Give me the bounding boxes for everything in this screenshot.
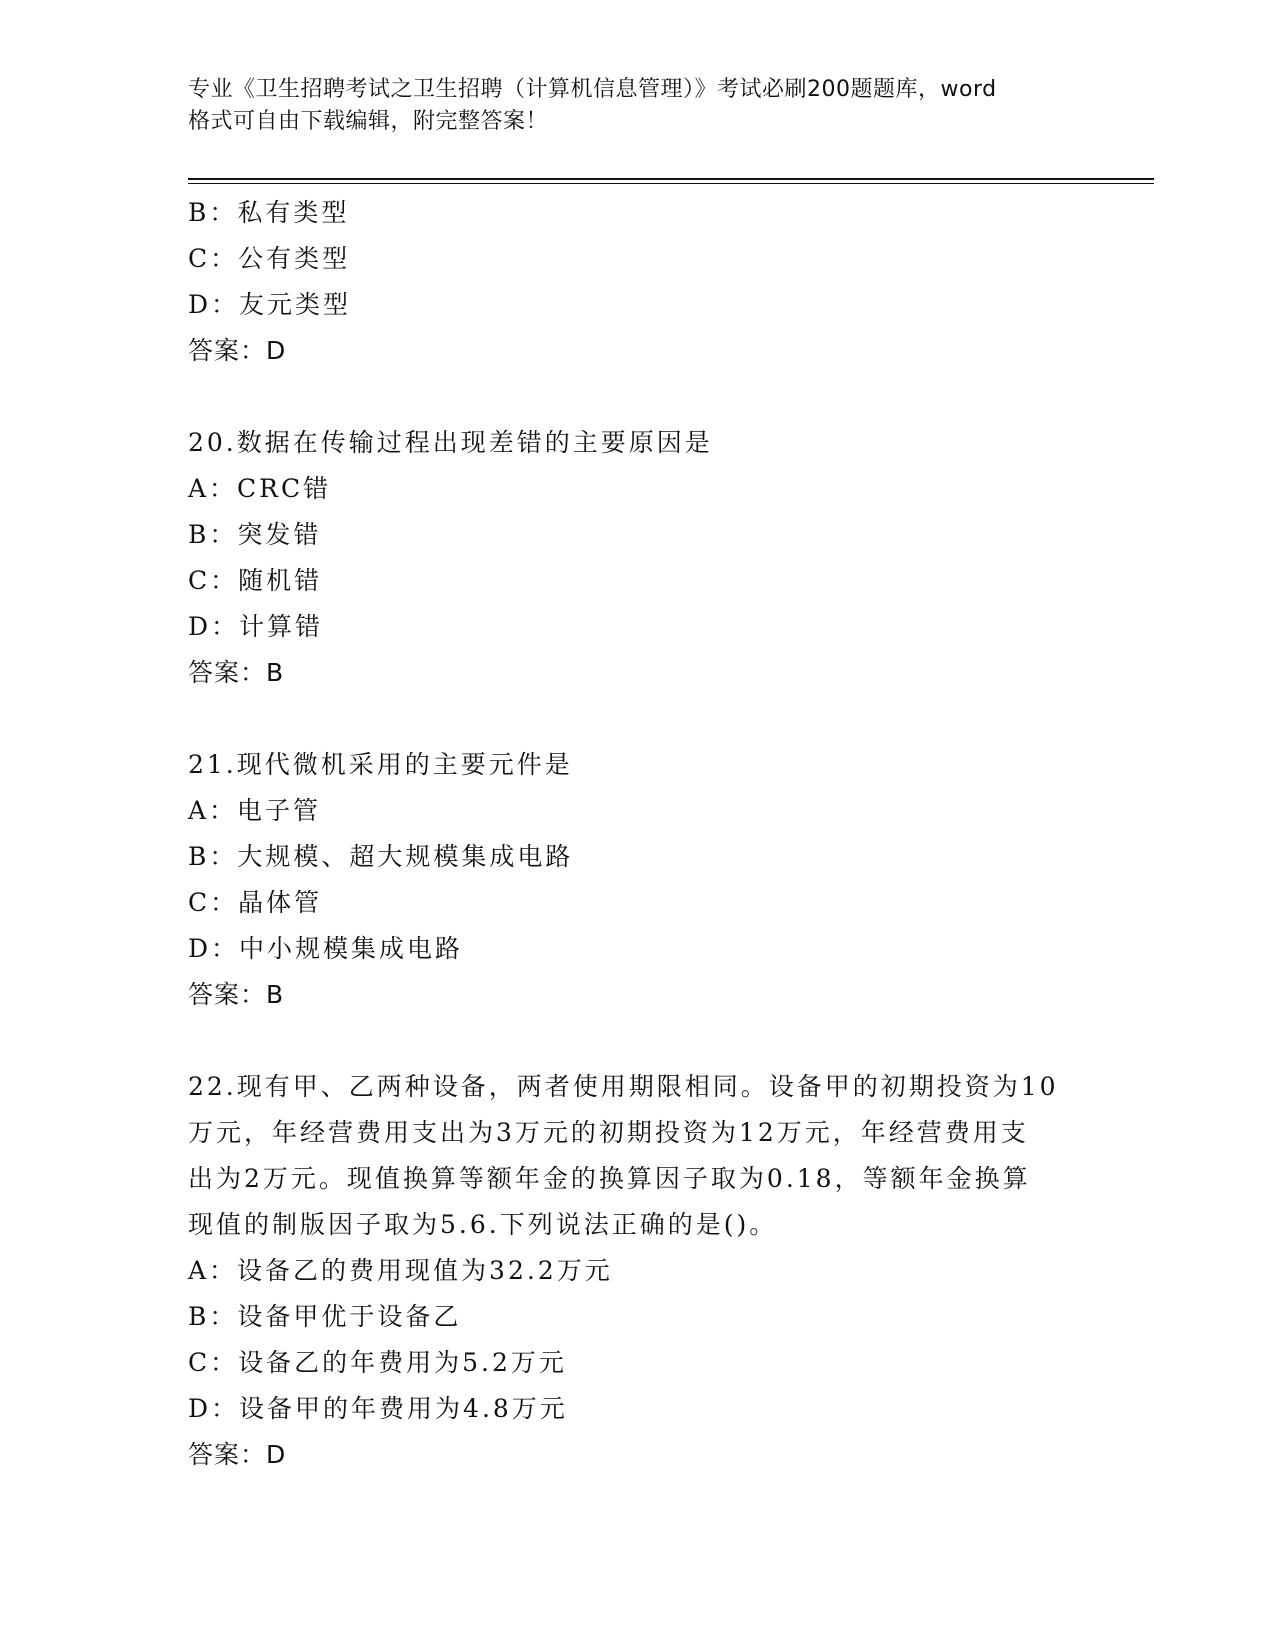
option-c: C：公有类型 xyxy=(188,244,351,273)
question-20 xyxy=(188,420,1088,696)
option-b: B：私有类型 xyxy=(188,198,350,227)
spacer xyxy=(188,696,1088,742)
option-d: D：设备甲的年费用为4.8万元 xyxy=(188,1394,568,1423)
question-text-line-3: 出为2万元。现值换算等额年金的换算因子取为0.18，等额年金换算 xyxy=(188,1164,1031,1193)
header-line-1: 专业《卫生招聘考试之卫生招聘（计算机信息管理）》考试必刷200题题库，word xyxy=(188,77,997,102)
answer-line: 答案：D xyxy=(188,336,287,365)
option-a: A：电子管 xyxy=(188,796,322,825)
option-c: C：设备乙的年费用为5.2万元 xyxy=(188,1348,567,1377)
option-d: D：中小规模集成电路 xyxy=(188,934,464,963)
answer-line: 答案：B xyxy=(188,658,285,687)
question-text-line-1: 22.现有甲、乙两种设备，两者使用期限相同。设备甲的初期投资为10 xyxy=(188,1072,1059,1101)
option-c: C：晶体管 xyxy=(188,888,323,917)
option-c: C：随机错 xyxy=(188,566,323,595)
option-d: D：计算错 xyxy=(188,612,324,641)
spacer xyxy=(188,374,1088,420)
question-text-line-2: 万元，年经营费用支出为3万元的初期投资为12万元，年经营费用支 xyxy=(188,1118,1029,1147)
question-text: 21.现代微机采用的主要元件是 xyxy=(188,750,573,779)
question-19 xyxy=(188,190,1088,374)
option-a: A：设备乙的费用现值为32.2万元 xyxy=(188,1256,613,1285)
option-b: B：大规模、超大规模集成电路 xyxy=(188,842,574,871)
option-b: B：设备甲优于设备乙 xyxy=(188,1302,462,1331)
option-b: B：突发错 xyxy=(188,520,322,549)
answer-line: 答案：B xyxy=(188,980,285,1009)
answer-line: 答案：D xyxy=(188,1440,287,1469)
option-a: A：CRC错 xyxy=(188,474,332,503)
question-21 xyxy=(188,742,1088,1018)
document-header xyxy=(188,74,1088,138)
question-text-line-4: 现值的制版因子取为5.6.下列说法正确的是()。 xyxy=(188,1210,778,1239)
spacer xyxy=(188,1018,1088,1064)
option-d: D：友元类型 xyxy=(188,290,352,319)
header-divider-thin xyxy=(188,183,1154,184)
question-list xyxy=(188,190,1088,1478)
header-divider-thick xyxy=(188,178,1154,180)
header-line-2: 格式可自由下载编辑，附完整答案！ xyxy=(188,109,549,134)
question-text: 20.数据在传输过程出现差错的主要原因是 xyxy=(188,428,713,457)
question-22 xyxy=(188,1064,1088,1478)
